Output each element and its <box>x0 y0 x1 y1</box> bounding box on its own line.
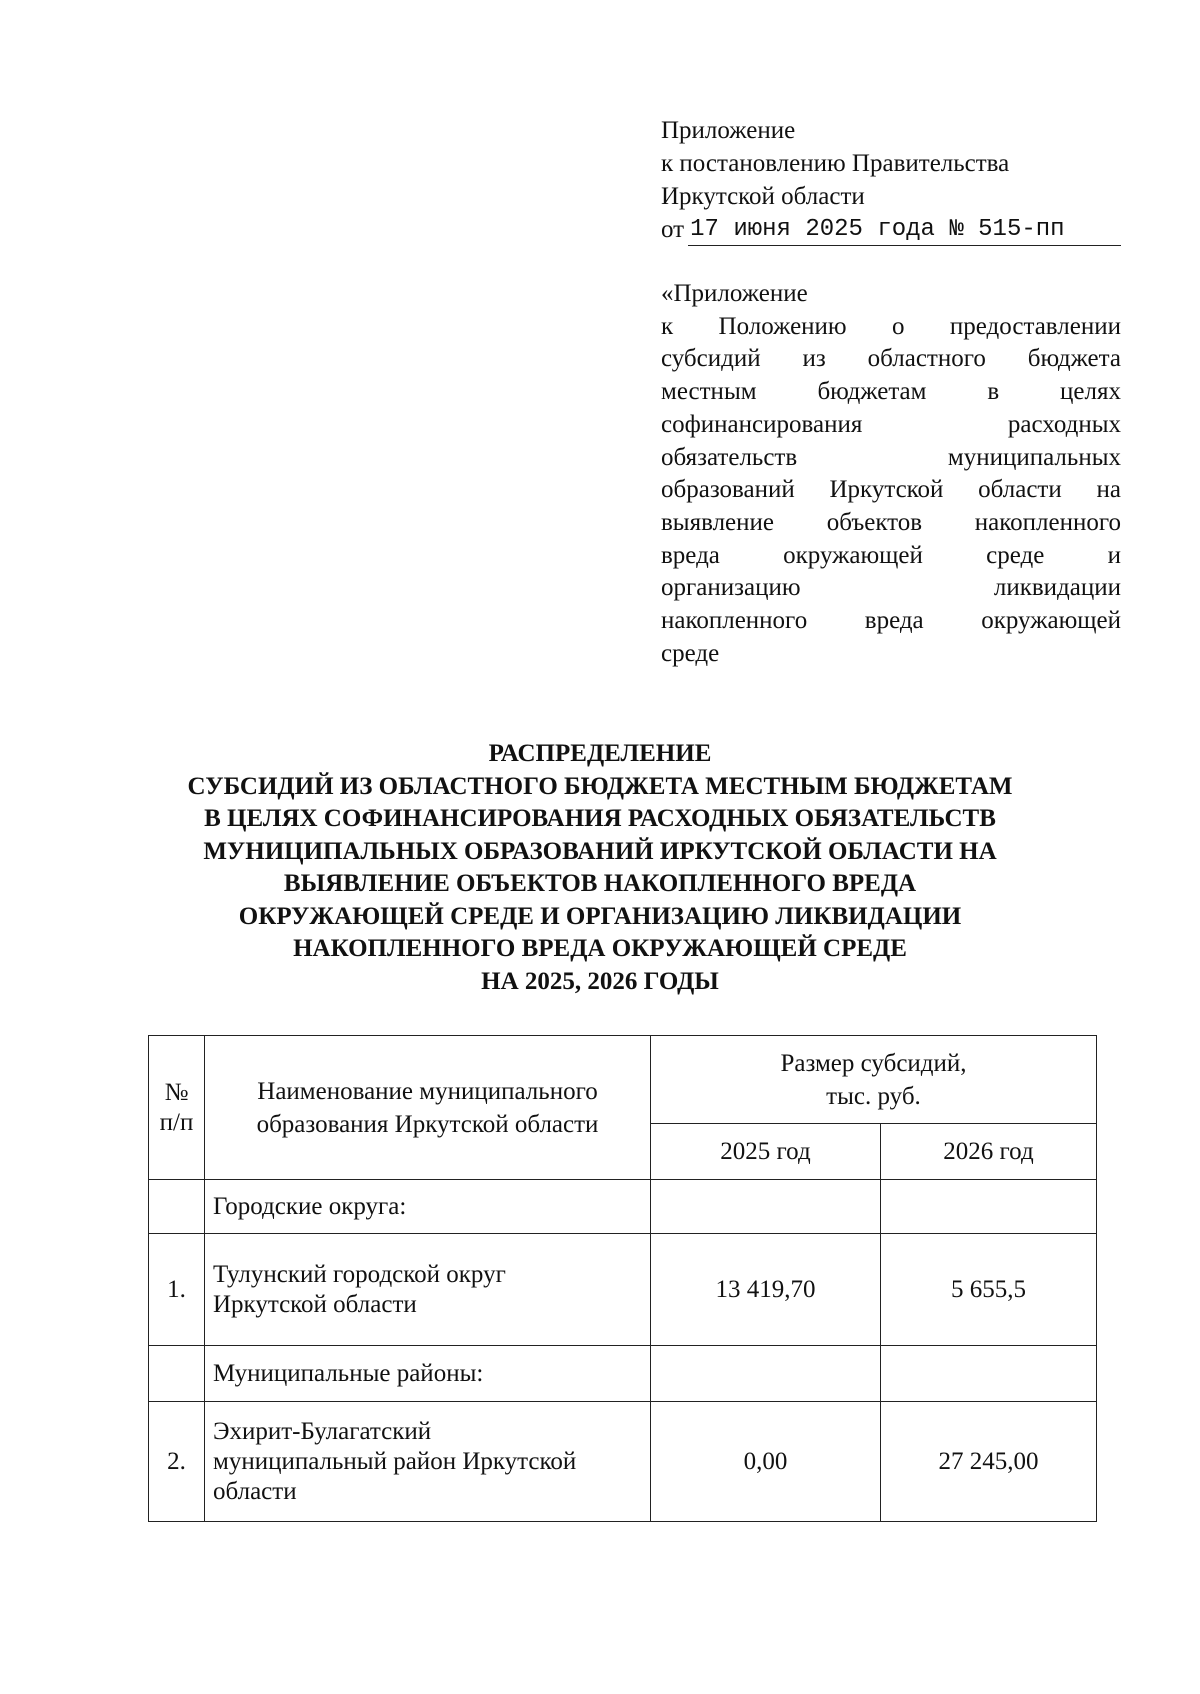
row-name-line: области <box>213 1477 297 1505</box>
annex2-line: «Приложение <box>661 280 808 307</box>
row-name-line: Иркутской области <box>213 1290 417 1318</box>
annex2-line: среде <box>661 639 720 667</box>
value-2025: 0,00 <box>651 1402 881 1522</box>
header-size-cell <box>651 1036 1097 1124</box>
annex-header <box>661 114 1121 246</box>
empty-cell <box>149 1346 205 1402</box>
section-label: Городские округа: <box>205 1180 651 1234</box>
annex2-line: местным бюджетам в целях <box>661 378 1121 406</box>
row-name-line: Эхирит-Булагатский <box>213 1417 432 1445</box>
title-line: РАСПРЕДЕЛЕНИЕ <box>488 740 712 767</box>
annex2-line: накопленного вреда окружающей <box>661 607 1121 635</box>
header-name-cell <box>205 1036 651 1180</box>
annex2-line: выявление объектов накопленного <box>661 508 1121 536</box>
value-2026: 27 245,00 <box>881 1402 1097 1522</box>
annex2-line: организацию ликвидации <box>661 574 1121 602</box>
empty-cell <box>651 1180 881 1234</box>
header-name-line: образования Иркутской области <box>256 1110 599 1138</box>
header-num-cell <box>149 1036 205 1180</box>
title-line: В ЦЕЛЯХ СОФИНАНСИРОВАНИЯ РАСХОДНЫХ ОБЯЗАТЕЛЬСТВ <box>204 805 996 832</box>
title-line: ВЫЯВЛЕНИЕ ОБЪЕКТОВ НАКОПЛЕННОГО ВРЕДА <box>283 870 917 897</box>
header-num: № <box>164 1078 189 1106</box>
date-prefix: от <box>661 216 685 243</box>
distribution-table <box>148 1035 1097 1522</box>
annex2-line: обязательств муниципальных <box>661 443 1121 471</box>
table-row <box>149 1234 1097 1346</box>
table-header-row <box>149 1036 1097 1124</box>
annex2-line: софинансирования расходных <box>661 410 1121 438</box>
empty-cell <box>881 1180 1097 1234</box>
section-label: Муниципальные районы: <box>205 1346 651 1402</box>
annex2-line: вреда окружающей среде и <box>661 541 1121 569</box>
annex-line: Иркутской области <box>661 183 865 210</box>
row-num: 1. <box>149 1234 205 1346</box>
annex-to-regulation <box>661 278 1121 670</box>
row-name-line: муниципальный район Иркутской <box>213 1447 577 1475</box>
title-line: ОКРУЖАЮЩЕЙ СРЕДЕ И ОРГАНИЗАЦИЮ ЛИКВИДАЦИИ <box>238 902 962 930</box>
table-row <box>149 1402 1097 1522</box>
annex-line: к постановлению Правительства <box>661 150 1010 177</box>
header-name-line: Наименование муниципального <box>257 1077 598 1105</box>
header-year-2025: 2025 год <box>651 1124 881 1180</box>
table-row <box>149 1180 1097 1234</box>
table-row <box>149 1346 1097 1402</box>
header-num-sub: п/п <box>159 1108 194 1136</box>
annex2-line: к Положению о предоставлении <box>661 312 1121 340</box>
title-line: НАКОПЛЕННОГО ВРЕДА ОКРУЖАЮЩЕЙ СРЕДЕ <box>293 935 907 962</box>
annex-title: Приложение <box>661 117 796 144</box>
empty-cell <box>149 1180 205 1234</box>
row-num: 2. <box>149 1402 205 1522</box>
header-year-2026: 2026 год <box>881 1124 1097 1180</box>
row-name-cell <box>205 1402 651 1522</box>
annex2-line: образований Иркутской области на <box>661 476 1121 504</box>
value-2025: 13 419,70 <box>651 1234 881 1346</box>
title-line: МУНИЦИПАЛЬНЫХ ОБРАЗОВАНИЙ ИРКУТСКОЙ ОБЛАСТИ НА <box>203 837 997 865</box>
empty-cell <box>881 1346 1097 1402</box>
document-title <box>130 738 1070 998</box>
annex-date-line <box>661 213 1121 246</box>
annex2-line: субсидий из областного бюджета <box>661 345 1121 373</box>
empty-cell <box>651 1346 881 1402</box>
row-name-cell <box>205 1234 651 1346</box>
date-value: 17 июня 2025 года № 515-пп <box>688 215 1121 246</box>
header-size-line: тыс. руб. <box>826 1082 921 1110</box>
row-name-line: Тулунский городской округ <box>213 1260 506 1288</box>
header-size-line: Размер субсидий, <box>780 1049 967 1077</box>
title-line: СУБСИДИЙ ИЗ ОБЛАСТНОГО БЮДЖЕТА МЕСТНЫМ БЮДЖЕТАМ <box>187 772 1013 800</box>
title-line: НА 2025, 2026 ГОДЫ <box>481 967 719 995</box>
value-2026: 5 655,5 <box>881 1234 1097 1346</box>
